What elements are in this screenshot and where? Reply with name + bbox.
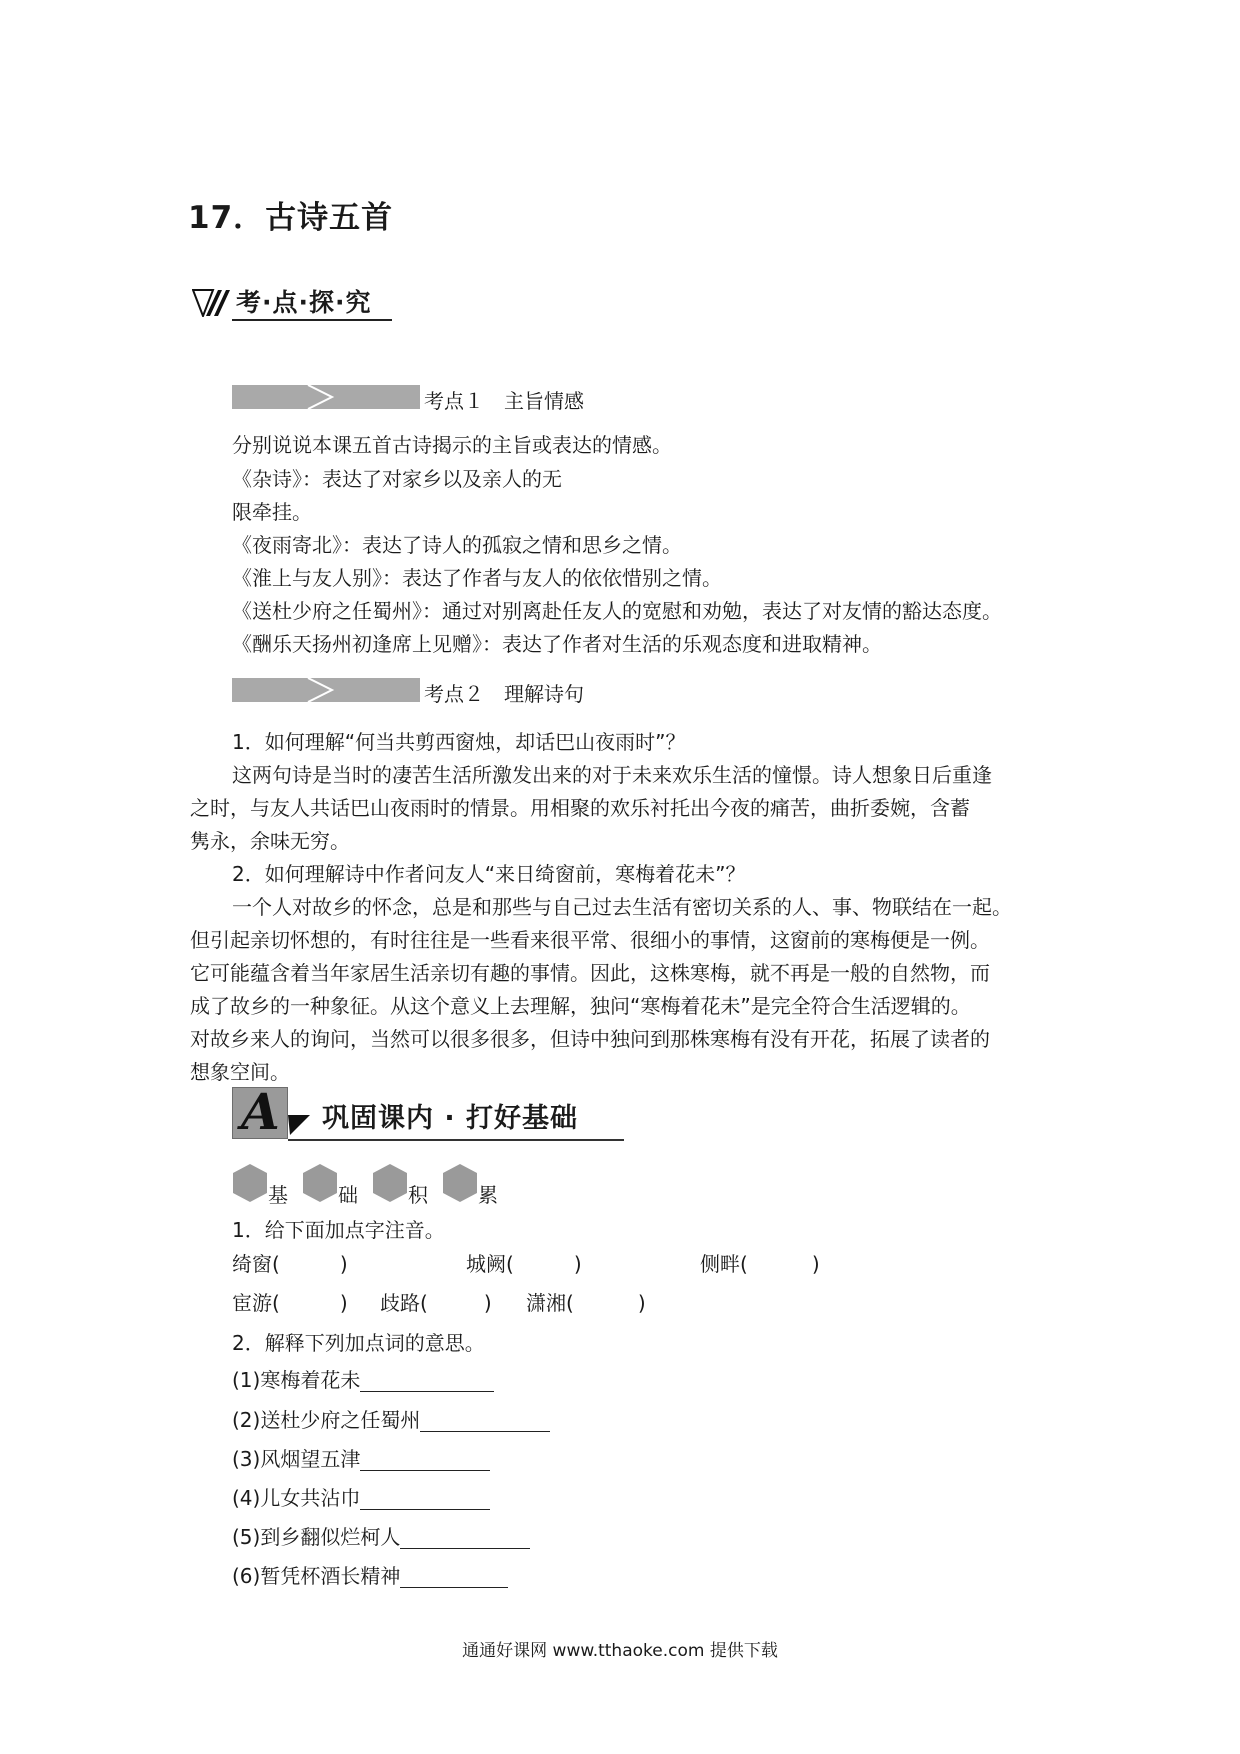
answer-blank[interactable]: [400, 1567, 508, 1588]
answer-line: 《酬乐天扬州初逢席上见赠》：表达了作者对生活的乐观态度和进取精神。: [232, 632, 882, 656]
pinyin-item: [380, 1291, 492, 1315]
pinyin-word: 宦游(: [232, 1291, 280, 1315]
jichu-char: 积: [408, 1183, 428, 1207]
answer-line: 这两句诗是当时的凄苦生活所激发出来的对于未来欢乐生活的憧憬。诗人想象日后重逢: [232, 763, 992, 787]
answer-blank[interactable]: [420, 1411, 550, 1432]
answer-line: 但引起亲切怀想的，有时往往是一些看来很平常、很细小的事情，这窗前的寒梅便是一例。: [190, 928, 990, 952]
kaodian-2-label: 考点２ 理解诗句: [424, 682, 584, 706]
pinyin-item: [700, 1252, 820, 1276]
pinyin-close: ): [339, 1291, 348, 1315]
answer-line: 成了故乡的一种象征。从这个意义上去理解，独问“寒梅着花未”是完全符合生活逻辑的。: [190, 994, 971, 1018]
answer-line: 限牵挂。: [232, 500, 312, 524]
pinyin-close: ): [573, 1252, 582, 1276]
definition-prompt: (2)送杜少府之任蜀州: [232, 1408, 421, 1432]
definition-item: [232, 1368, 494, 1392]
pinyin-item: [232, 1252, 348, 1276]
pinyin-word: 歧路(: [380, 1291, 428, 1315]
pinyin-close: ): [339, 1252, 348, 1276]
jichu-char: 础: [338, 1183, 358, 1207]
kaodian-1-label: 考点１ 主旨情感: [424, 389, 584, 413]
exercise-2-prompt: 2．解释下列加点词的意思。: [232, 1331, 485, 1355]
answer-line: 想象空间。: [190, 1060, 290, 1084]
section-header-kaodian: [192, 283, 402, 323]
triangle-icon: [192, 289, 232, 317]
pinyin-close: ): [637, 1291, 646, 1315]
definition-item: [232, 1447, 490, 1471]
definition-prompt: (5)到乡翻似烂柯人: [232, 1525, 401, 1549]
answer-line: 隽永，余味无穷。: [190, 829, 350, 853]
chevron-right-icon: [302, 678, 342, 702]
hexagon-icon: [370, 1163, 410, 1203]
section-a-label: 巩固课内 · 打好基础: [322, 1103, 579, 1134]
definition-prompt: (1)寒梅着花未: [232, 1368, 361, 1392]
answer-blank[interactable]: [400, 1528, 530, 1549]
answer-line: 它可能蕴含着当年家居生活亲切有趣的事情。因此，这株寒梅，就不再是一般的自然物，而: [190, 961, 990, 985]
answer-blank[interactable]: [360, 1489, 490, 1510]
answer-line: 《淮上与友人别》：表达了作者与友人的依依惜别之情。: [232, 566, 722, 590]
pinyin-item: [232, 1291, 348, 1315]
answer-line: 之时，与友人共话巴山夜雨时的情景。用相聚的欢乐衬托出今夜的痛苦，曲折委婉，含蓄: [190, 796, 970, 820]
jichu-char: 累: [478, 1183, 498, 1207]
pinyin-close: ): [811, 1252, 820, 1276]
section-a-header: [232, 1082, 624, 1145]
answer-blank[interactable]: [360, 1450, 490, 1471]
divider: [288, 1139, 624, 1141]
definition-prompt: (6)暂凭杯酒长精神: [232, 1564, 401, 1588]
exercise-1-prompt: 1．给下面加点字注音。: [232, 1218, 445, 1242]
hexagon-icon: [300, 1163, 340, 1203]
kaodian-1-intro: 分别说说本课五首古诗揭示的主旨或表达的情感。: [232, 433, 672, 457]
jichu-char: 基: [268, 1183, 288, 1207]
pinyin-word: 城阙(: [466, 1252, 514, 1276]
page-title: 17．古诗五首: [188, 200, 394, 236]
definition-prompt: (4)儿女共沾巾: [232, 1486, 361, 1510]
triangle-icon: [288, 1115, 312, 1135]
answer-blank[interactable]: [360, 1371, 494, 1392]
section-a-letter: A: [241, 1082, 280, 1141]
hexagon-icon: [440, 1163, 480, 1203]
answer-line: 《送杜少府之任蜀州》：通过对别离赴任友人的宽慰和劝勉，表达了对友情的豁达态度。: [232, 599, 1002, 623]
definition-item: [232, 1525, 530, 1549]
hexagon-icon: [230, 1163, 270, 1203]
section-header-label: 考·点·探·究: [236, 288, 372, 317]
footer-credit: 通通好课网 www.tthaoke.com 提供下载: [462, 1641, 778, 1661]
answer-line: 对故乡来人的询问，当然可以很多很多，但诗中独问到那株寒梅有没有开花，拓展了读者的: [190, 1027, 990, 1051]
answer-line: 《杂诗》：表达了对家乡以及亲人的无: [232, 467, 562, 491]
question-2: 2．如何理解诗中作者问友人“来日绮窗前，寒梅着花未”？: [232, 862, 746, 886]
answer-line: 一个人对故乡的怀念，总是和那些与自己过去生活有密切关系的人、事、物联结在一起。: [232, 895, 1012, 919]
pinyin-item: [526, 1291, 646, 1315]
definition-prompt: (3)风烟望五津: [232, 1447, 361, 1471]
pinyin-item: [466, 1252, 582, 1276]
definition-item: [232, 1486, 490, 1510]
pinyin-word: 绮窗(: [232, 1252, 280, 1276]
definition-item: [232, 1408, 550, 1432]
pinyin-word: 潇湘(: [526, 1291, 574, 1315]
section-a-box: [232, 1082, 288, 1141]
definition-item: [232, 1564, 508, 1588]
answer-line: 《夜雨寄北》：表达了诗人的孤寂之情和思乡之情。: [232, 533, 682, 557]
pinyin-word: 侧畔(: [700, 1252, 748, 1276]
chevron-right-icon: [302, 385, 342, 409]
jichu-jilei-header: [230, 1163, 530, 1207]
pinyin-close: ): [483, 1291, 492, 1315]
question-1: 1．如何理解“何当共剪西窗烛，却话巴山夜雨时”？: [232, 730, 686, 754]
divider: [232, 319, 392, 321]
